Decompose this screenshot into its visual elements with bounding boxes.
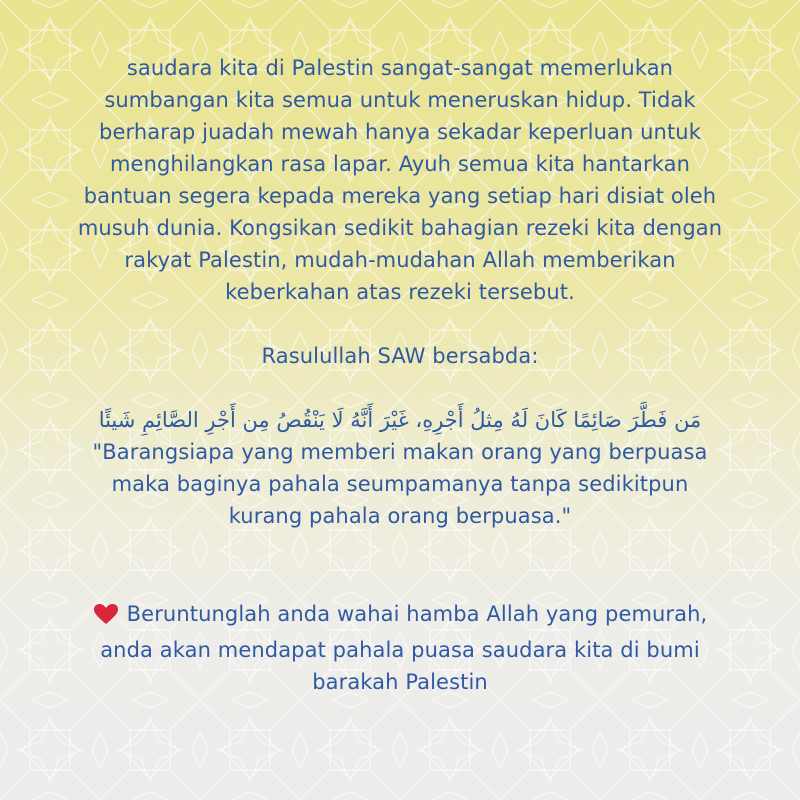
hadith-heading	[40, 340, 760, 372]
intro-line: menghilangkan rasa lapar. Ayuh semua kita hantarkan	[110, 152, 690, 176]
post-content	[40, 52, 760, 698]
intro-line: saudara kita di Palestin sangat-sangat memerlukan	[126, 56, 674, 80]
hadith-translation-line: "Barangsiapa yang memberi makan orang yang berpuasa	[92, 440, 708, 464]
intro-paragraph	[40, 52, 760, 308]
intro-line: musuh dunia. Kongsikan sedikit bahagian rezeki kita dengan	[77, 216, 723, 240]
intro-line: keberkahan atas rezeki tersebut.	[225, 280, 575, 304]
heading-text: Rasulullah SAW bersabda:	[261, 344, 539, 368]
closing-paragraph	[40, 598, 760, 698]
hadith-block	[40, 404, 760, 532]
hadith-arabic-text: مَن فَطَّرَ صَائِمًا كَانَ لَهُ مِثلُ أَجْرِهِ، غَيْرَ أَنَّهُ لَا يَنْقُصُ مِن أَجْرِ الصَّائِمِ شَيئًا	[98, 408, 702, 432]
hadith-translation-line: maka baginya pahala seumpamanya tanpa sedikitpun	[111, 472, 689, 496]
hadith-translation-line: kurang pahala orang berpuasa."	[228, 504, 572, 528]
closing-line: barakah Palestin	[312, 670, 488, 694]
heart-icon	[93, 603, 119, 625]
closing-line: anda akan mendapat pahala puasa saudara kita di bumi	[100, 638, 700, 662]
intro-line: berharap juadah mewah hanya sekadar keperluan untuk	[99, 120, 701, 144]
closing-first-line	[93, 598, 708, 630]
intro-line: rakyat Palestin, mudah-mudahan Allah memberikan	[124, 248, 676, 272]
intro-line: bantuan segera kepada mereka yang setiap hari disiat oleh	[83, 184, 717, 208]
closing-line: Beruntunglah anda wahai hamba Allah yang pemurah,	[126, 602, 708, 626]
intro-line: sumbangan kita semua untuk meneruskan hidup. Tidak	[104, 88, 696, 112]
